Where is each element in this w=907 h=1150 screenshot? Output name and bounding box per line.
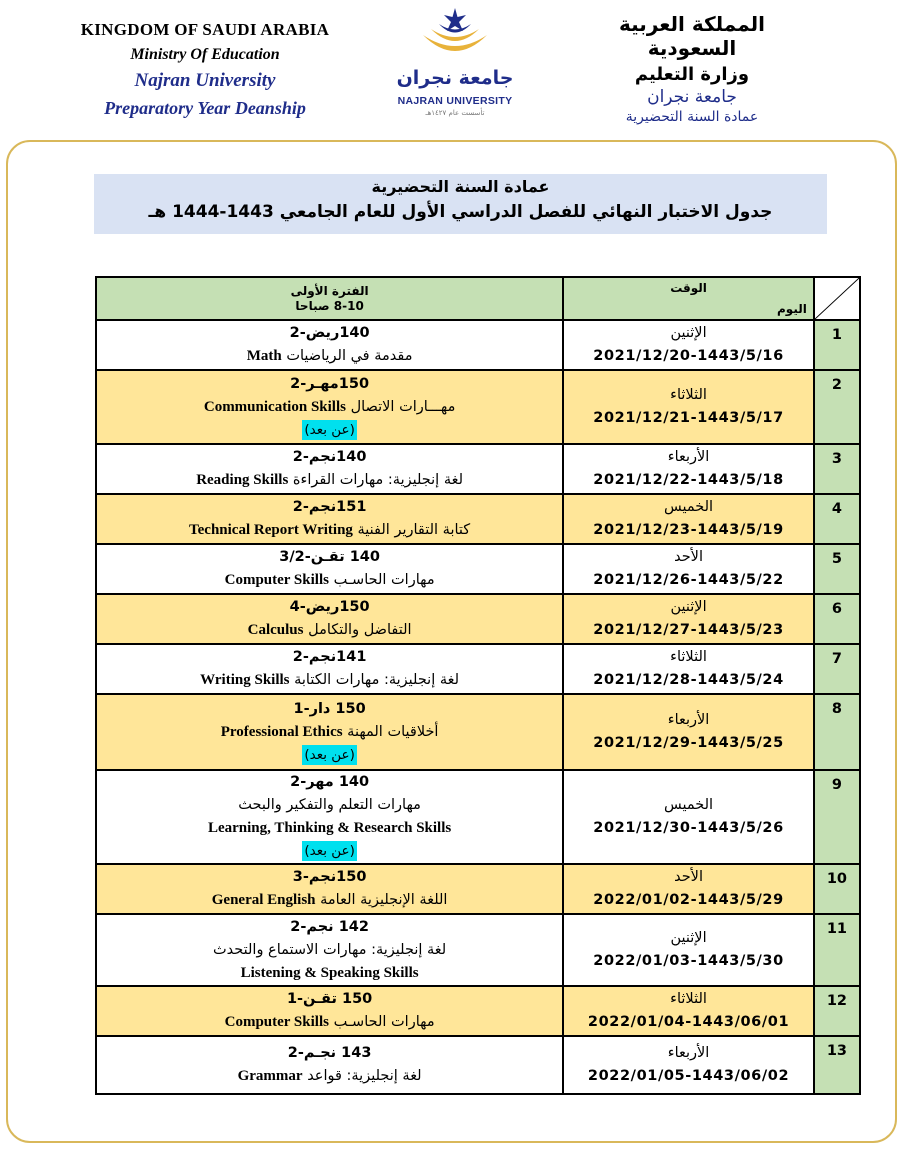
- ministry-ar: وزارة التعليم: [634, 64, 750, 85]
- university-ar: جامعة نجران: [647, 87, 737, 107]
- row-number-cell: [814, 914, 860, 986]
- ministry-en: Ministry Of Education: [130, 46, 280, 63]
- row-number: 7: [831, 651, 842, 667]
- header-right-block: [577, 12, 807, 125]
- exam-date: 2022/01/04-1443/06/01: [587, 1014, 790, 1030]
- header-period-time: 8-10 صباحا: [295, 299, 364, 313]
- table-row: [96, 444, 860, 494]
- day-name: الإثنين: [670, 599, 707, 615]
- course-name-ar: مهارات التعلم والتفكير والبحث: [238, 797, 421, 813]
- university-en: Najran University: [134, 70, 276, 91]
- exam-date: 2022/01/03-1443/5/30: [593, 953, 784, 969]
- course-name-ar: مهارات الحاسـب: [333, 1014, 435, 1030]
- course-name: [97, 1065, 562, 1088]
- logo-emblem-icon: [385, 5, 525, 67]
- course-name: [97, 669, 562, 692]
- kingdom-ar: المملكة العربية السعودية: [619, 12, 765, 60]
- row-number-cell: [814, 544, 860, 594]
- day-name: الأربعاء: [667, 712, 710, 728]
- exam-date: 2021/12/29-1443/5/25: [593, 735, 784, 751]
- date-cell: [563, 1036, 814, 1094]
- course-name-en: Listening & Speaking Skills: [240, 964, 419, 981]
- course-name: [97, 1011, 562, 1034]
- course-code: 151نجم-2: [292, 499, 367, 515]
- date-cell: [563, 914, 814, 986]
- title-deanship: عمادة السنة التحضيرية: [371, 177, 550, 196]
- exam-date: 2021/12/22-1443/5/18: [593, 472, 784, 488]
- course-cell: [96, 1036, 563, 1094]
- diagonal-divider-icon: [815, 278, 859, 319]
- exam-date: 2021/12/23-1443/5/19: [593, 522, 784, 538]
- date-cell: [563, 770, 814, 864]
- course-name-ar: لغة إنجليزية: مهارات القراءة: [292, 472, 464, 488]
- table-row: [96, 1036, 860, 1094]
- course-code: 150نجم-3: [292, 869, 367, 885]
- table-row: [96, 694, 860, 770]
- exam-date: 2021/12/28-1443/5/24: [593, 672, 784, 688]
- day-name: الأحد: [674, 549, 703, 565]
- course-name: [97, 619, 562, 642]
- course-name-en: Computer Skills: [224, 1014, 329, 1030]
- date-cell: [563, 544, 814, 594]
- logo-english-text: NAJRAN UNIVERSITY: [397, 95, 513, 107]
- header-corner-cell: [814, 277, 860, 320]
- day-name: الثلاثاء: [670, 649, 707, 665]
- row-number-cell: [814, 864, 860, 914]
- date-cell: [563, 694, 814, 770]
- document-title-box: [94, 174, 827, 234]
- day-name: الثلاثاء: [670, 387, 707, 403]
- course-name-en: Reading Skills: [196, 472, 289, 488]
- row-number: 6: [831, 601, 842, 617]
- row-number: 12: [826, 993, 848, 1009]
- course-cell: [96, 914, 563, 986]
- course-name: [97, 569, 562, 592]
- row-number-cell: [814, 694, 860, 770]
- course-name-en: Computer Skills: [224, 572, 329, 588]
- course-name-en: General English: [211, 892, 316, 908]
- course-name-en: Technical Report Writing: [189, 522, 353, 538]
- course-code: 142 نجم-2: [290, 918, 369, 935]
- course-name-en: Calculus: [247, 622, 304, 638]
- row-number-cell: [814, 770, 860, 864]
- course-cell: [96, 594, 563, 644]
- date-cell: [563, 370, 814, 444]
- course-cell: [96, 864, 563, 914]
- course-cell: [96, 644, 563, 694]
- exam-date: 2021/12/30-1443/5/26: [593, 820, 784, 836]
- header-period: الفترة الأولى: [290, 284, 369, 298]
- remote-badge: (عن بعد): [304, 746, 355, 763]
- course-name: [97, 889, 562, 912]
- table-row: [96, 770, 860, 864]
- exam-date: 2021/12/20-1443/5/16: [593, 348, 784, 364]
- course-name: [97, 721, 562, 744]
- table-row: [96, 864, 860, 914]
- table-row: [96, 986, 860, 1036]
- course-name: [97, 345, 562, 368]
- day-name: الإثنين: [670, 325, 707, 341]
- header-period-cell: [96, 277, 563, 320]
- table-row: [96, 914, 860, 986]
- course-cell: [96, 320, 563, 370]
- course-name-en: Professional Ethics: [220, 723, 343, 740]
- day-name: الخميس: [664, 797, 714, 813]
- row-number: 9: [831, 777, 842, 793]
- course-name-en: Communication Skills: [203, 398, 346, 415]
- day-name: الثلاثاء: [670, 991, 707, 1007]
- course-name-ar: لغة إنجليزية: قواعد: [307, 1068, 422, 1084]
- exam-date: 2021/12/21-1443/5/17: [593, 410, 784, 426]
- course-code: 140نجم-2: [292, 449, 367, 465]
- course-code: 150مهـر-2: [290, 375, 370, 392]
- course-cell: [96, 494, 563, 544]
- header-day-cell: [563, 277, 814, 320]
- course-name-en: Math: [246, 348, 282, 364]
- kingdom-en: KINGDOM OF SAUDI ARABIA: [80, 20, 330, 39]
- course-name-ar: مهـــارات الاتصال: [350, 398, 456, 415]
- course-code: 140 مهر-2: [290, 774, 370, 790]
- row-number-cell: [814, 644, 860, 694]
- row-number: 1: [831, 327, 842, 343]
- exam-date: 2022/01/05-1443/06/02: [587, 1068, 790, 1084]
- course-code: 140ريض-2: [289, 325, 370, 341]
- date-cell: [563, 320, 814, 370]
- row-number: 11: [826, 921, 848, 937]
- exam-date: 2021/12/26-1443/5/22: [593, 572, 784, 588]
- row-number: 3: [831, 451, 842, 467]
- exam-date: 2022/01/02-1443/5/29: [593, 892, 784, 908]
- course-cell: [96, 770, 563, 864]
- course-name-ar: لغة إنجليزية: مهارات الكتابة: [294, 672, 460, 688]
- row-number: 4: [831, 501, 842, 517]
- row-number: 13: [826, 1043, 848, 1059]
- course-cell: [96, 694, 563, 770]
- row-number-cell: [814, 370, 860, 444]
- course-cell: [96, 986, 563, 1036]
- date-cell: [563, 494, 814, 544]
- course-name-ar: أخلاقيات المهنة: [347, 723, 439, 740]
- row-number: 2: [831, 377, 842, 393]
- remote-badge: (عن بعد): [304, 421, 355, 438]
- header-left-block: [40, 20, 370, 119]
- course-name-en: Writing Skills: [200, 672, 290, 688]
- day-name: الأحد: [674, 869, 703, 885]
- date-cell: [563, 986, 814, 1036]
- row-number-cell: [814, 320, 860, 370]
- logo-founded-text: تأسست عام ١٤٢٧هـ: [425, 109, 485, 117]
- course-name-ar: اللغة الإنجليزية العامة: [320, 892, 448, 908]
- day-name: الأربعاء: [667, 449, 710, 465]
- table-row: [96, 320, 860, 370]
- course-code: 150ريض-4: [289, 599, 370, 615]
- table-row: [96, 544, 860, 594]
- course-name: [97, 396, 562, 419]
- day-name: الإثنين: [670, 930, 707, 946]
- header-day: اليوم: [777, 302, 807, 316]
- course-code: 143 نجـم-2: [287, 1045, 372, 1061]
- course-name-en: Learning, Thinking & Research Skills: [207, 820, 452, 836]
- header-time: الوقت: [670, 281, 707, 295]
- remote-badge: (عن بعد): [304, 843, 355, 859]
- course-name-ar: كتابة التقارير الفنية: [357, 522, 471, 538]
- date-cell: [563, 644, 814, 694]
- course-name: [97, 519, 562, 542]
- course-name-ar: مقدمة في الرياضيات: [286, 348, 413, 364]
- row-number-cell: [814, 494, 860, 544]
- course-cell: [96, 444, 563, 494]
- schedule-body: [96, 320, 860, 1094]
- course-name-ar: مهارات الحاسـب: [333, 572, 435, 588]
- najran-university-logo-icon: [385, 5, 525, 125]
- row-number-cell: [814, 594, 860, 644]
- title-schedule: جدول الاختبار النهائي للفصل الدراسي الأول للعام الجامعي 1443-1444 هـ: [148, 202, 773, 222]
- course-name: [97, 469, 562, 492]
- day-name: الأربعاء: [667, 1045, 710, 1061]
- row-number: 8: [831, 701, 842, 717]
- course-name-ar: التفاضل والتكامل: [308, 622, 412, 638]
- date-cell: [563, 444, 814, 494]
- course-cell: [96, 370, 563, 444]
- course-name-ar: لغة إنجليزية: مهارات الاستماع والتحدث: [213, 941, 447, 958]
- deanship-ar: عمادة السنة التحضيرية: [625, 109, 759, 125]
- table-row: [96, 370, 860, 444]
- course-cell: [96, 544, 563, 594]
- date-cell: [563, 594, 814, 644]
- course-code: 150 تقـن-1: [286, 991, 373, 1007]
- course-code: 141نجم-2: [292, 649, 367, 665]
- table-header-row: [96, 277, 860, 320]
- day-name: الخميس: [664, 499, 714, 515]
- row-number: 5: [831, 551, 842, 567]
- row-number: 10: [826, 871, 848, 887]
- course-code: 140 تقـن-3/2: [279, 549, 380, 565]
- course-name-en: Grammar: [237, 1068, 303, 1084]
- exam-date: 2021/12/27-1443/5/23: [593, 622, 784, 638]
- row-number-cell: [814, 1036, 860, 1094]
- table-row: [96, 494, 860, 544]
- table-row: [96, 594, 860, 644]
- row-number-cell: [814, 444, 860, 494]
- row-number-cell: [814, 986, 860, 1036]
- course-code: 150 دار-1: [293, 700, 366, 717]
- deanship-en: Preparatory Year Deanship: [104, 98, 306, 118]
- date-cell: [563, 864, 814, 914]
- logo-arabic-text: جامعة نجران: [396, 67, 514, 89]
- table-row: [96, 644, 860, 694]
- exam-schedule-table: [95, 276, 861, 1095]
